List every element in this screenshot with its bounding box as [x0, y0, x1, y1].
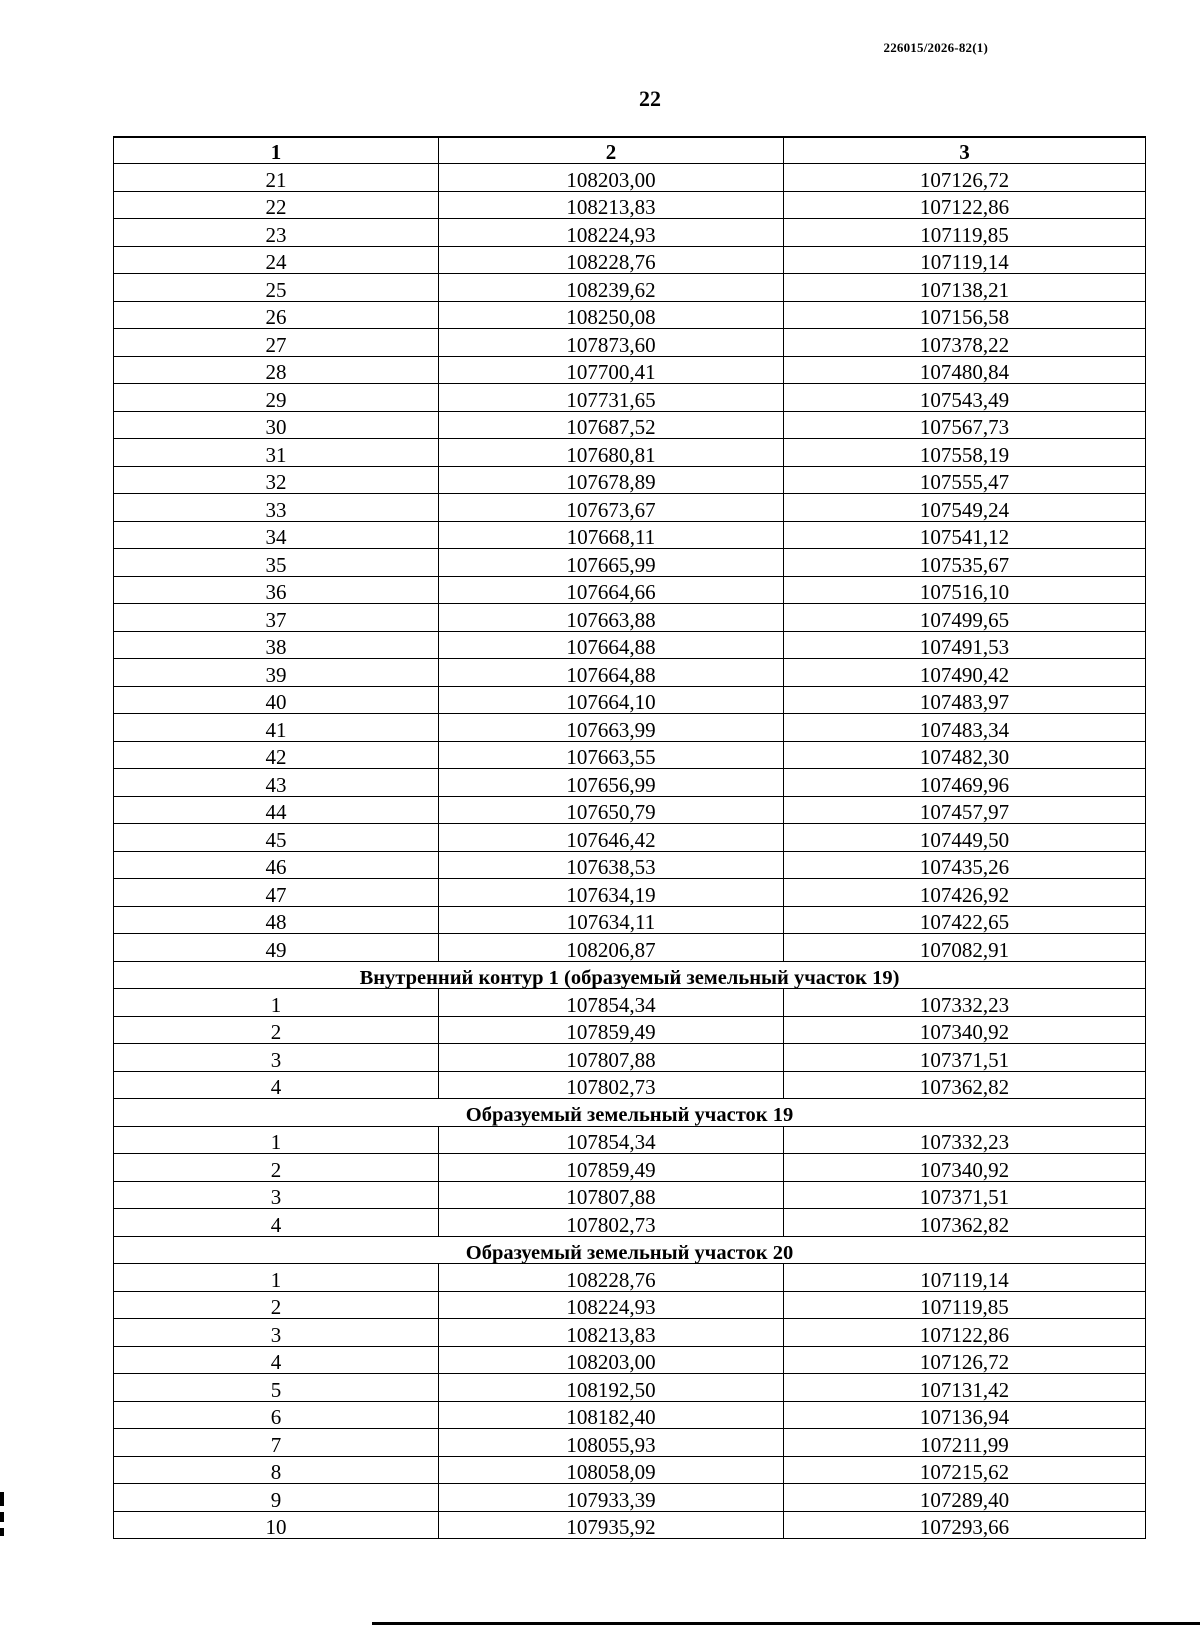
point-number-cell: 34 — [114, 521, 439, 549]
coordinate-y-cell: 107541,12 — [784, 521, 1146, 549]
coordinate-x-cell: 107638,53 — [439, 851, 784, 879]
table-row — [114, 1291, 1146, 1319]
section-title-row — [114, 1236, 1146, 1264]
point-number-cell: 2 — [114, 1291, 439, 1319]
point-number-cell: 3 — [114, 1319, 439, 1347]
coordinate-x-cell: 108058,09 — [439, 1456, 784, 1484]
table-row — [114, 769, 1146, 797]
coordinate-y-cell: 107483,34 — [784, 714, 1146, 742]
page-number: 22 — [639, 86, 661, 111]
table-row — [114, 411, 1146, 439]
coordinate-y-cell: 107215,62 — [784, 1456, 1146, 1484]
coordinate-x-cell: 107663,55 — [439, 741, 784, 769]
coordinate-y-cell: 107362,82 — [784, 1071, 1146, 1099]
table-row — [114, 1044, 1146, 1072]
section-title-row — [114, 1099, 1146, 1127]
table-row — [114, 1374, 1146, 1402]
coordinate-y-cell: 107371,51 — [784, 1181, 1146, 1209]
point-number-cell: 3 — [114, 1044, 439, 1072]
point-number-cell: 26 — [114, 301, 439, 329]
table-row — [114, 1456, 1146, 1484]
point-number-cell: 4 — [114, 1346, 439, 1374]
coordinates-table — [113, 136, 1146, 1539]
document-number: 226015/2026-82(1) — [883, 40, 988, 55]
coordinate-x-cell: 107807,88 — [439, 1181, 784, 1209]
table-row — [114, 1319, 1146, 1347]
table-row — [114, 906, 1146, 934]
coordinate-y-cell: 107499,65 — [784, 604, 1146, 632]
point-number-cell: 1 — [114, 989, 439, 1017]
point-number-cell: 41 — [114, 714, 439, 742]
scan-edge-mark — [0, 1528, 4, 1536]
section-title: Образуемый земельный участок 19 — [114, 1099, 1146, 1127]
coordinate-x-cell: 108224,93 — [439, 219, 784, 247]
coordinate-x-cell: 108192,50 — [439, 1374, 784, 1402]
point-number-cell: 40 — [114, 686, 439, 714]
table-row — [114, 1264, 1146, 1292]
column-header-1: 1 — [114, 137, 439, 164]
point-number-cell: 28 — [114, 356, 439, 384]
point-number-cell: 36 — [114, 576, 439, 604]
coordinate-y-cell: 107482,30 — [784, 741, 1146, 769]
table-row — [114, 329, 1146, 357]
coordinate-x-cell: 107802,73 — [439, 1209, 784, 1237]
coordinate-x-cell: 108213,83 — [439, 191, 784, 219]
coordinate-x-cell: 108213,83 — [439, 1319, 784, 1347]
column-header-3: 3 — [784, 137, 1146, 164]
coordinate-x-cell: 107854,34 — [439, 1126, 784, 1154]
point-number-cell: 25 — [114, 274, 439, 302]
coordinate-y-cell: 107136,94 — [784, 1401, 1146, 1429]
coordinate-y-cell: 107516,10 — [784, 576, 1146, 604]
point-number-cell: 6 — [114, 1401, 439, 1429]
coordinate-y-cell: 107119,14 — [784, 246, 1146, 274]
coordinate-x-cell: 107664,10 — [439, 686, 784, 714]
point-number-cell: 21 — [114, 164, 439, 192]
coordinate-x-cell: 108239,62 — [439, 274, 784, 302]
coordinate-y-cell: 107535,67 — [784, 549, 1146, 577]
point-number-cell: 31 — [114, 439, 439, 467]
coordinate-y-cell: 107211,99 — [784, 1429, 1146, 1457]
coordinate-x-cell: 108203,00 — [439, 164, 784, 192]
coordinate-x-cell: 107802,73 — [439, 1071, 784, 1099]
coordinate-x-cell: 108250,08 — [439, 301, 784, 329]
table-row — [114, 164, 1146, 192]
coordinate-x-cell: 107665,99 — [439, 549, 784, 577]
table-row — [114, 824, 1146, 852]
point-number-cell: 39 — [114, 659, 439, 687]
coordinate-x-cell: 107663,99 — [439, 714, 784, 742]
coordinate-x-cell: 107700,41 — [439, 356, 784, 384]
coordinate-y-cell: 107490,42 — [784, 659, 1146, 687]
table-row — [114, 1511, 1146, 1539]
coordinate-y-cell: 107119,85 — [784, 219, 1146, 247]
point-number-cell: 23 — [114, 219, 439, 247]
table-row — [114, 191, 1146, 219]
point-number-cell: 45 — [114, 824, 439, 852]
point-number-cell: 35 — [114, 549, 439, 577]
point-number-cell: 10 — [114, 1511, 439, 1539]
coordinate-x-cell: 107634,11 — [439, 906, 784, 934]
coordinate-x-cell: 107668,11 — [439, 521, 784, 549]
section-title: Образуемый земельный участок 20 — [114, 1236, 1146, 1264]
table-row — [114, 934, 1146, 962]
point-number-cell: 22 — [114, 191, 439, 219]
coordinate-y-cell: 107457,97 — [784, 796, 1146, 824]
point-number-cell: 47 — [114, 879, 439, 907]
coordinates-table-body — [114, 137, 1146, 1539]
coordinate-x-cell: 107673,67 — [439, 494, 784, 522]
coordinate-x-cell: 108206,87 — [439, 934, 784, 962]
coordinate-y-cell: 107362,82 — [784, 1209, 1146, 1237]
scan-edge-mark — [0, 1492, 4, 1506]
coordinate-y-cell: 107426,92 — [784, 879, 1146, 907]
table-row — [114, 1429, 1146, 1457]
coordinate-x-cell: 107859,49 — [439, 1154, 784, 1182]
table-row — [114, 1401, 1146, 1429]
table-row — [114, 879, 1146, 907]
coordinate-x-cell: 107680,81 — [439, 439, 784, 467]
table-row — [114, 659, 1146, 687]
coordinate-y-cell: 107558,19 — [784, 439, 1146, 467]
point-number-cell: 43 — [114, 769, 439, 797]
table-row — [114, 549, 1146, 577]
point-number-cell: 2 — [114, 1016, 439, 1044]
coordinate-y-cell: 107555,47 — [784, 466, 1146, 494]
table-row — [114, 631, 1146, 659]
table-row — [114, 796, 1146, 824]
coordinate-y-cell: 107289,40 — [784, 1484, 1146, 1512]
coordinate-y-cell: 107371,51 — [784, 1044, 1146, 1072]
bottom-scan-rule — [372, 1622, 1200, 1625]
point-number-cell: 1 — [114, 1264, 439, 1292]
coordinate-x-cell: 107935,92 — [439, 1511, 784, 1539]
point-number-cell: 32 — [114, 466, 439, 494]
point-number-cell: 48 — [114, 906, 439, 934]
coordinate-x-cell: 107731,65 — [439, 384, 784, 412]
point-number-cell: 37 — [114, 604, 439, 632]
point-number-cell: 30 — [114, 411, 439, 439]
coordinate-x-cell: 108224,93 — [439, 1291, 784, 1319]
table-row — [114, 274, 1146, 302]
table-row — [114, 851, 1146, 879]
table-row — [114, 521, 1146, 549]
coordinate-y-cell: 107138,21 — [784, 274, 1146, 302]
coordinate-x-cell: 107854,34 — [439, 989, 784, 1017]
coordinate-y-cell: 107340,92 — [784, 1154, 1146, 1182]
table-row — [114, 604, 1146, 632]
coordinate-y-cell: 107491,53 — [784, 631, 1146, 659]
point-number-cell: 29 — [114, 384, 439, 412]
table-row — [114, 576, 1146, 604]
coordinate-y-cell: 107422,65 — [784, 906, 1146, 934]
point-number-cell: 49 — [114, 934, 439, 962]
coordinate-y-cell: 107082,91 — [784, 934, 1146, 962]
table-row — [114, 686, 1146, 714]
coordinate-x-cell: 107873,60 — [439, 329, 784, 357]
point-number-cell: 38 — [114, 631, 439, 659]
coordinate-x-cell: 107664,88 — [439, 631, 784, 659]
table-row — [114, 301, 1146, 329]
coordinate-x-cell: 107859,49 — [439, 1016, 784, 1044]
point-number-cell: 2 — [114, 1154, 439, 1182]
coordinate-x-cell: 107664,88 — [439, 659, 784, 687]
point-number-cell: 4 — [114, 1071, 439, 1099]
coordinate-x-cell: 108228,76 — [439, 246, 784, 274]
coordinate-y-cell: 107332,23 — [784, 1126, 1146, 1154]
point-number-cell: 9 — [114, 1484, 439, 1512]
table-row — [114, 494, 1146, 522]
table-row — [114, 246, 1146, 274]
coordinate-y-cell: 107549,24 — [784, 494, 1146, 522]
coordinate-y-cell: 107131,42 — [784, 1374, 1146, 1402]
coordinate-x-cell: 107650,79 — [439, 796, 784, 824]
table-row — [114, 1126, 1146, 1154]
coordinate-x-cell: 107663,88 — [439, 604, 784, 632]
table-row — [114, 384, 1146, 412]
coordinate-x-cell: 108055,93 — [439, 1429, 784, 1457]
point-number-cell: 44 — [114, 796, 439, 824]
coordinate-x-cell: 108182,40 — [439, 1401, 784, 1429]
coordinate-y-cell: 107122,86 — [784, 1319, 1146, 1347]
coordinate-y-cell: 107156,58 — [784, 301, 1146, 329]
table-row — [114, 356, 1146, 384]
table-row — [114, 1181, 1146, 1209]
point-number-cell: 46 — [114, 851, 439, 879]
coordinate-y-cell: 107378,22 — [784, 329, 1146, 357]
point-number-cell: 4 — [114, 1209, 439, 1237]
coordinate-x-cell: 107656,99 — [439, 769, 784, 797]
table-row — [114, 741, 1146, 769]
table-row — [114, 219, 1146, 247]
point-number-cell: 1 — [114, 1126, 439, 1154]
coordinate-y-cell: 107469,96 — [784, 769, 1146, 797]
table-row — [114, 714, 1146, 742]
point-number-cell: 24 — [114, 246, 439, 274]
coordinate-y-cell: 107332,23 — [784, 989, 1146, 1017]
coordinate-y-cell: 107435,26 — [784, 851, 1146, 879]
point-number-cell: 42 — [114, 741, 439, 769]
coordinate-x-cell: 107678,89 — [439, 466, 784, 494]
point-number-cell: 5 — [114, 1374, 439, 1402]
coordinate-x-cell: 108203,00 — [439, 1346, 784, 1374]
coordinate-x-cell: 107687,52 — [439, 411, 784, 439]
table-row — [114, 1346, 1146, 1374]
coordinate-y-cell: 107543,49 — [784, 384, 1146, 412]
coordinate-y-cell: 107449,50 — [784, 824, 1146, 852]
coordinate-y-cell: 107340,92 — [784, 1016, 1146, 1044]
coordinate-x-cell: 107933,39 — [439, 1484, 784, 1512]
coordinate-x-cell: 107807,88 — [439, 1044, 784, 1072]
table-row — [114, 1154, 1146, 1182]
coordinate-y-cell: 107119,85 — [784, 1291, 1146, 1319]
table-row — [114, 1209, 1146, 1237]
coordinate-x-cell: 107634,19 — [439, 879, 784, 907]
point-number-cell: 3 — [114, 1181, 439, 1209]
column-header-2: 2 — [439, 137, 784, 164]
point-number-cell: 8 — [114, 1456, 439, 1484]
point-number-cell: 7 — [114, 1429, 439, 1457]
coordinate-y-cell: 107119,14 — [784, 1264, 1146, 1292]
coordinate-y-cell: 107480,84 — [784, 356, 1146, 384]
coordinate-y-cell: 107126,72 — [784, 164, 1146, 192]
coordinate-y-cell: 107567,73 — [784, 411, 1146, 439]
scan-edge-mark — [0, 1512, 4, 1522]
coordinate-y-cell: 107122,86 — [784, 191, 1146, 219]
table-row — [114, 1016, 1146, 1044]
table-row — [114, 1484, 1146, 1512]
table-row — [114, 466, 1146, 494]
coordinate-x-cell: 107664,66 — [439, 576, 784, 604]
section-title: Внутренний контур 1 (образуемый земельный участок 19) — [114, 961, 1146, 989]
table-header-row — [114, 137, 1146, 164]
point-number-cell: 27 — [114, 329, 439, 357]
section-title-row — [114, 961, 1146, 989]
table-row — [114, 989, 1146, 1017]
point-number-cell: 33 — [114, 494, 439, 522]
coordinate-y-cell: 107126,72 — [784, 1346, 1146, 1374]
coordinate-x-cell: 108228,76 — [439, 1264, 784, 1292]
coordinate-y-cell: 107293,66 — [784, 1511, 1146, 1539]
coordinate-x-cell: 107646,42 — [439, 824, 784, 852]
coordinate-y-cell: 107483,97 — [784, 686, 1146, 714]
table-row — [114, 1071, 1146, 1099]
table-row — [114, 439, 1146, 467]
